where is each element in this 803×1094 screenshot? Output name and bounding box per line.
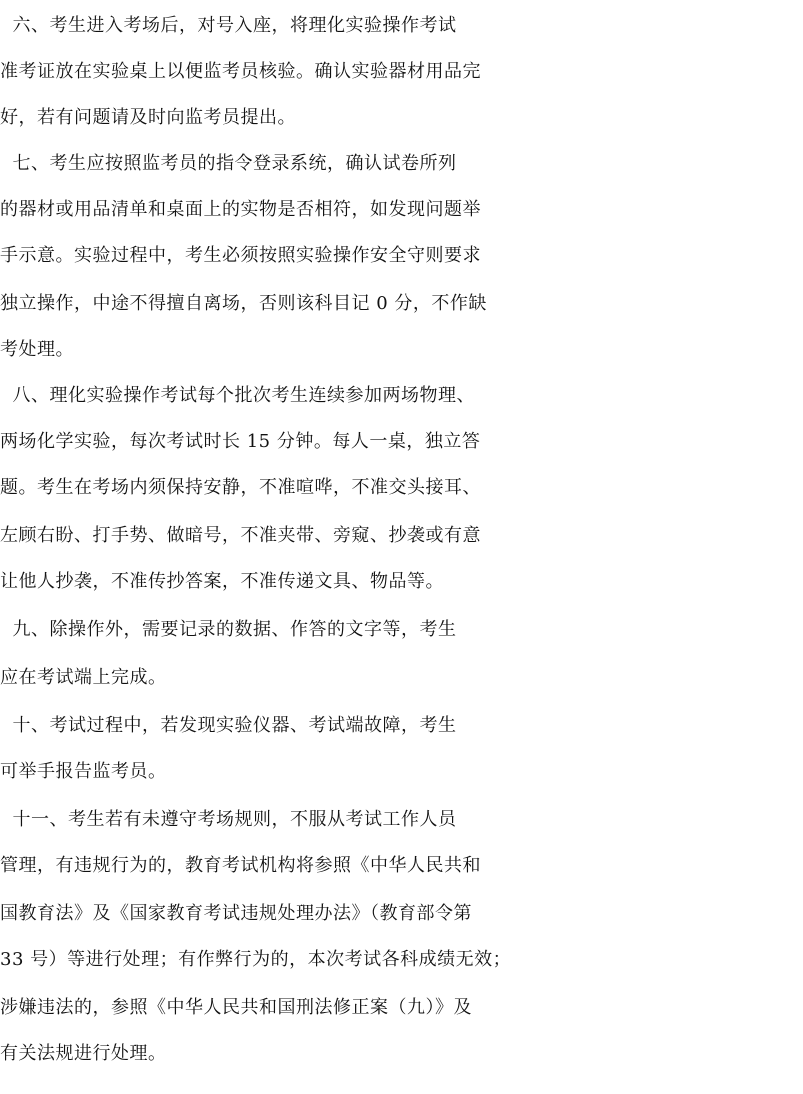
text-line: 左顾右盼、打手势、做暗号，不准夹带、旁窥、抄袭或有意 [0,525,481,546]
text-line: 考处理。 [0,339,74,360]
text-line: 的器材或用品清单和桌面上的实物是否相符，如发现问题举 [0,199,481,220]
text-line: 十、考试过程中，若发现实验仪器、考试端故障，考生 [0,715,457,736]
text-line: 准考证放在实验桌上以便监考员核验。确认实验器材用品完 [0,61,481,82]
text-line: 两场化学实验，每次考试时长 15 分钟。每人一桌，独立答 [0,431,481,452]
text-line: 七、考生应按照监考员的指令登录系统，确认试卷所列 [0,153,457,174]
text-line: 涉嫌违法的，参照《中华人民共和国刑法修正案（九）》及 [0,997,472,1018]
text-line: 好，若有问题请及时向监考员提出。 [0,107,296,128]
text-line: 题。考生在考场内须保持安静，不准喧哗，不准交头接耳、 [0,477,481,498]
text-line: 六、考生进入考场后，对号入座，将理化实验操作考试 [0,15,457,36]
text-line: 八、理化实验操作考试每个批次考生连续参加两场物理、 [0,385,475,406]
text-line: 可举手报告监考员。 [0,761,167,782]
text-line: 手示意。实验过程中，考生必须按照实验操作安全守则要求 [0,245,481,266]
text-line: 有关法规进行处理。 [0,1043,167,1064]
text-line: 九、除操作外，需要记录的数据、作答的文字等，考生 [0,619,457,640]
text-line: 十一、考生若有未遵守考场规则，不服从考试工作人员 [0,809,457,830]
text-line: 33 号）等进行处理；有作弊行为的，本次考试各科成绩无效； [0,949,512,970]
text-line: 国教育法》及《国家教育考试违规处理办法》（教育部令第 [0,903,472,924]
text-line: 应在考试端上完成。 [0,667,167,688]
text-line: 让他人抄袭，不准传抄答案，不准传递文具、物品等。 [0,571,444,592]
text-line: 管理，有违规行为的，教育考试机构将参照《中华人民共和 [0,855,481,876]
text-line: 独立操作，中途不得擅自离场，否则该科目记 0 分，不作缺 [0,293,487,314]
